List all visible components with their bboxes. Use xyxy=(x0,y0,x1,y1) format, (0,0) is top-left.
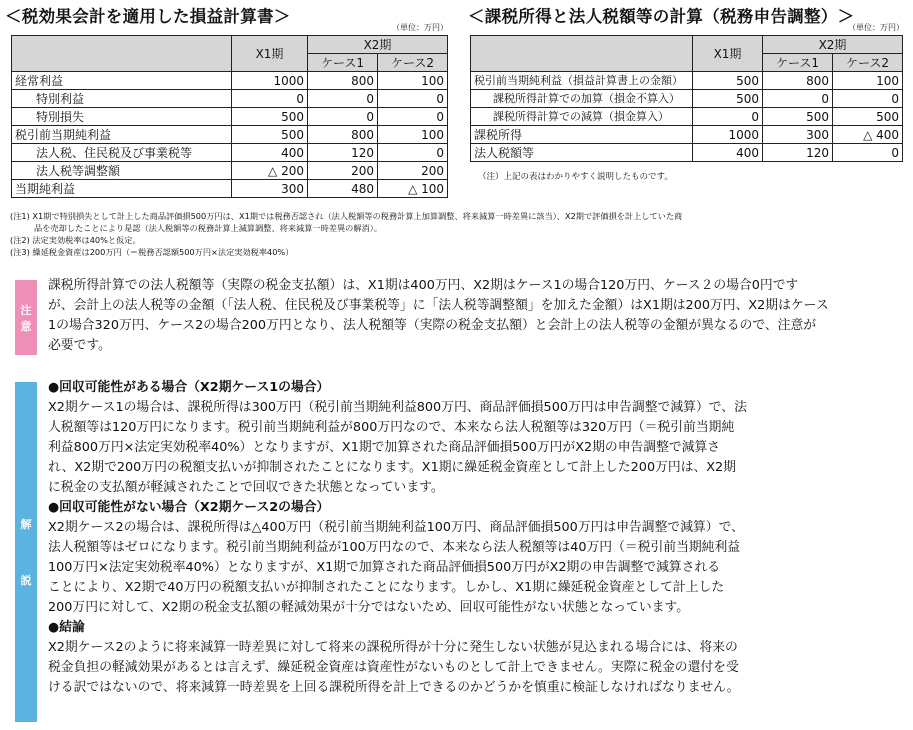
explanation-line: に税金の支払額が軽減されたことで回収できた状態となっています。 xyxy=(48,480,444,495)
row-label: 法人税額等 xyxy=(471,144,693,162)
cell-case1: 0 xyxy=(308,90,378,108)
header-blank xyxy=(471,36,693,72)
caution-line: が、会計上の法人税等の金額（「法人税、住民税及び事業税等」に「法人税等調整額」を加えた金額）はX1期は200万円、X2期はケース xyxy=(48,298,829,313)
cell-case2: △ 400 xyxy=(833,126,903,144)
explanation-line: 法人税額等はゼロになります。税引前当期純利益が100万円なので、本来なら法人税額等は40万円（＝税引前当期純利益 xyxy=(48,540,741,555)
cell-case1: 300 xyxy=(763,126,833,144)
table-row xyxy=(12,126,448,144)
table-row xyxy=(12,72,448,90)
cell-x1: 400 xyxy=(693,144,763,162)
cell-case2: 0 xyxy=(833,144,903,162)
caution-tag-char: 意 xyxy=(20,319,32,333)
explanation-line: X2期ケース2の場合は、課税所得は△400万円（税引前当期純利益100万円、商品評価損500万円は申告調整で減算）で、 xyxy=(48,520,744,535)
cell-case1: 0 xyxy=(763,90,833,108)
cell-x1: 500 xyxy=(232,108,308,126)
row-label: 経常利益 xyxy=(12,72,232,90)
header-case1: ケース1 xyxy=(763,54,833,72)
explanation-line: ことにより、X2期で40万円の税額支払いが抑制されたことになります。しかし、X1期に繰延税金資産として計上した xyxy=(48,580,725,595)
caution-line: 必要です。 xyxy=(48,338,111,353)
explanation-text xyxy=(48,378,908,698)
caution-line: 1の場合320万円、ケース2の場合200万円となり、法人税額等（実際の税金支払額）と会計上の法人税等の金額が異なるので、注意が xyxy=(48,318,817,333)
table-row xyxy=(471,144,903,162)
caution-line: 課税所得計算での法人税額等（実際の税金支払額）は、X1期は400万円、X2期はケース1の場合120万円、ケース２の場合0円です xyxy=(48,278,799,293)
row-label: 課税所得計算での加算（損金不算入） xyxy=(471,90,693,108)
explanation-line: X2期ケース1の場合は、課税所得は300万円（税引前当期純利益800万円、商品評価損500万円は申告調整で減算）で、法 xyxy=(48,400,747,415)
cell-x1: 1000 xyxy=(232,72,308,90)
right-table-note: （注）上記の表はわかりやすく説明したものです。 xyxy=(478,172,673,182)
cell-case2: 0 xyxy=(833,90,903,108)
table-row xyxy=(471,90,903,108)
table-row xyxy=(471,126,903,144)
right-section-title: ＜課税所得と法人税額等の計算（税務申告調整）＞ xyxy=(468,7,855,26)
explanation-line: 利益800万円×法定実効税率40%）となりますが、X1期で加算された商品評価損500万円がX2期の申告調整で減算さ xyxy=(48,440,721,455)
footnote-line: (注1) X1期で特別損失として計上した商品評価損500万円は、X1期では税務否認され（法人税額等の税務計算上加算調整、将来減算一時差異に該当）、X2期で評価損を計上していた商 xyxy=(10,211,683,221)
cell-case1: 0 xyxy=(308,108,378,126)
row-label: 法人税、住民税及び事業税等 xyxy=(12,144,232,162)
left-unit-label: （単位：万円） xyxy=(392,23,448,32)
footnote-line: 品を売却したことにより是認（法人税額等の税務計算上減算調整、将来減算一時差異の解消）。 xyxy=(34,223,382,233)
header-x2: X2期 xyxy=(763,36,903,54)
cell-case2: 0 xyxy=(378,90,448,108)
table-row xyxy=(471,108,903,126)
cell-x1: 1000 xyxy=(693,126,763,144)
explanation-heading: ●結論 xyxy=(48,620,85,635)
cell-x1: 500 xyxy=(693,72,763,90)
row-label: 税引前当期純利益 xyxy=(12,126,232,144)
explanation-line: X2期ケース2のように将来減算一時差異に対して将来の課税所得が十分に発生しない状態が見込まれる場合には、将来の xyxy=(48,640,738,655)
right-unit-label: （単位：万円） xyxy=(848,23,904,32)
row-label: 法人税等調整額 xyxy=(12,162,232,180)
cell-case1: 480 xyxy=(308,180,378,198)
footnote-line: (注2) 法定実効税率は40%と仮定。 xyxy=(10,235,141,245)
cell-case2: 200 xyxy=(378,162,448,180)
explanation-line: れ、X2期で200万円の税額支払いが抑制されたことになります。X1期に繰延税金資産として計上した200万円は、X2期 xyxy=(48,460,736,475)
table-row xyxy=(12,90,448,108)
explanation-line: 100万円×法定実効税率40%）となりますが、X1期で加算された商品評価損500万円がX2期の申告調整で減算される xyxy=(48,560,721,575)
cell-case2: 0 xyxy=(378,144,448,162)
row-label: 課税所得計算での減算（損金算入） xyxy=(471,108,693,126)
cell-case1: 800 xyxy=(308,126,378,144)
left-section-title: ＜税効果会計を適用した損益計算書＞ xyxy=(5,7,291,26)
footnote-line: (注3) 繰延税金資産は200万円（＝税務否認額500万円×法定実効税率40%） xyxy=(10,247,294,257)
row-label: 税引前当期純利益（損益計算書上の金額） xyxy=(471,72,693,90)
explanation-line: 人税額等は120万円になります。税引前当期純利益が800万円なので、本来なら法人税額等は320万円（＝税引前当期純 xyxy=(48,420,735,435)
header-x1: X1期 xyxy=(232,36,308,72)
header-x2: X2期 xyxy=(308,36,448,54)
table-row xyxy=(471,72,903,90)
cell-case2: △ 100 xyxy=(378,180,448,198)
cell-case1: 500 xyxy=(763,108,833,126)
row-label: 課税所得 xyxy=(471,126,693,144)
tax-calculation-table xyxy=(470,35,903,162)
caution-tag xyxy=(15,280,37,355)
cell-case1: 120 xyxy=(763,144,833,162)
explanation-line: 税金負担の軽減効果があるとは言えず、繰延税金資産は資産性がないものとして計上できません。実際に税金の還付を受 xyxy=(48,660,739,675)
cell-x1: 400 xyxy=(232,144,308,162)
cell-case2: 100 xyxy=(378,72,448,90)
header-x1: X1期 xyxy=(693,36,763,72)
cell-case1: 120 xyxy=(308,144,378,162)
row-label: 特別利益 xyxy=(12,90,232,108)
cell-case2: 0 xyxy=(378,108,448,126)
explanation-tag-char: 解 xyxy=(20,518,32,531)
cell-case1: 200 xyxy=(308,162,378,180)
explanation-tag xyxy=(15,382,37,722)
cell-case1: 800 xyxy=(763,72,833,90)
row-label: 特別損失 xyxy=(12,108,232,126)
cell-case1: 800 xyxy=(308,72,378,90)
explanation-tag-char: 説 xyxy=(20,574,32,587)
table-row xyxy=(12,162,448,180)
cell-x1: △ 200 xyxy=(232,162,308,180)
table-row xyxy=(12,108,448,126)
header-case2: ケース2 xyxy=(833,54,903,72)
caution-text xyxy=(48,276,908,356)
explanation-line: 200万円に対して、X2期の税金支払額の軽減効果が十分ではないため、回収可能性がない状態となっています。 xyxy=(48,600,689,615)
header-blank xyxy=(12,36,232,72)
cell-x1: 0 xyxy=(232,90,308,108)
header-case2: ケース2 xyxy=(378,54,448,72)
caution-tag-char: 注 xyxy=(20,303,32,317)
explanation-line: ける訳ではないので、将来減算一時差異を上回る課税所得を計上できるのかどうかを慎重に検証しなければなりません。 xyxy=(48,680,740,695)
cell-case2: 100 xyxy=(378,126,448,144)
table-row xyxy=(12,144,448,162)
cell-x1: 300 xyxy=(232,180,308,198)
income-statement-table xyxy=(11,35,448,198)
row-label: 当期純利益 xyxy=(12,180,232,198)
cell-case2: 100 xyxy=(833,72,903,90)
table-row xyxy=(12,180,448,198)
cell-x1: 500 xyxy=(693,90,763,108)
header-case1: ケース1 xyxy=(308,54,378,72)
explanation-heading: ●回収可能性がない場合（X2期ケース2の場合） xyxy=(48,500,330,515)
explanation-heading: ●回収可能性がある場合（X2期ケース1の場合） xyxy=(48,380,330,395)
footnotes xyxy=(10,210,905,258)
cell-case2: 500 xyxy=(833,108,903,126)
cell-x1: 500 xyxy=(232,126,308,144)
cell-x1: 0 xyxy=(693,108,763,126)
